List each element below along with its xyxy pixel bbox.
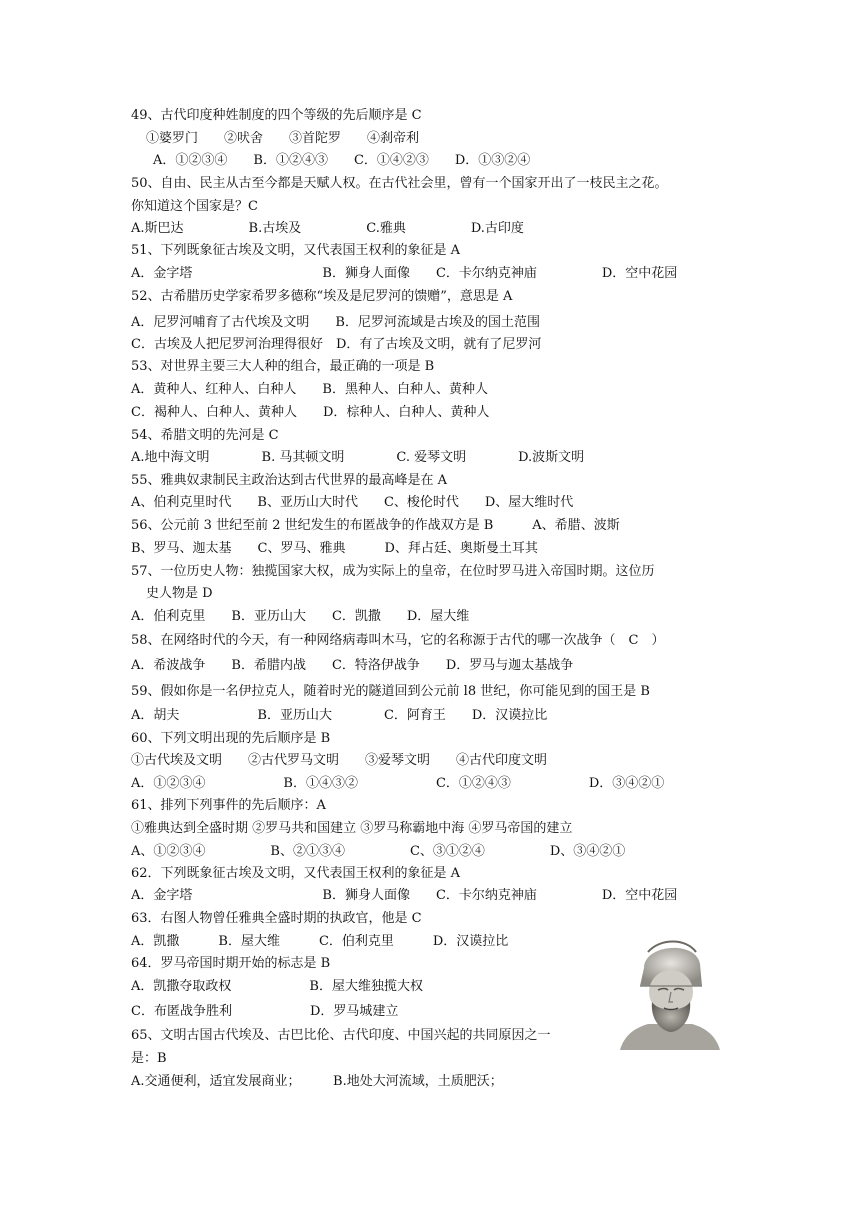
question-50-cont: 你知道这个国家是？C [131, 199, 258, 214]
question-64-options-cd: C．布匿战争胜利 D．罗马城建立 [131, 1004, 399, 1019]
bust-illustration [614, 932, 726, 1050]
question-53-options-ab: A．黄种人、红种人、白种人 B．黑种人、白种人、黄种人 [131, 382, 488, 397]
question-60: 60、下列文明出现的先后顺序是 B [131, 731, 331, 746]
question-65: 65、文明古国古代埃及、古巴比伦、古代印度、中国兴起的共同原因之一 [131, 1028, 551, 1043]
question-61-options: A、①②③④ B、②①③④ C、③①②④ D、③④②① [131, 844, 626, 859]
question-59-options: A．胡夫 B．亚历山大 C．阿育王 D．汉谟拉比 [131, 708, 548, 723]
question-51: 51、下列既象征古埃及文明，又代表国王权利的象征是 A [131, 243, 461, 258]
question-55-options: A、伯利克里时代 B、亚历山大时代 C、梭伦时代 D、屋大维时代 [131, 495, 574, 510]
question-49-options: A．①②③④ B．①②④③ C．①④②③ D．①③②④ [153, 153, 531, 168]
question-64-options-ab: A．凯撒夺取政权 B．屋大维独揽大权 [131, 979, 423, 994]
question-60-items: ①古代埃及文明 ②古代罗马文明 ③爱琴文明 ④古代印度文明 [131, 753, 548, 768]
question-65-options: A.交通便利，适宜发展商业； B.地处大河流域，土质肥沃； [131, 1074, 503, 1089]
question-50-options: A.斯巴达 B.古埃及 C.雅典 D.古印度 [131, 221, 524, 236]
question-57: 57、一位历史人物：独揽国家大权，成为实际上的皇帝，在位时罗马进入帝国时期。这位历 [131, 564, 655, 579]
question-49-items: ①婆罗门 ②吠舍 ③首陀罗 ④刹帝利 [146, 131, 420, 146]
question-65-cont: 是：B [131, 1051, 167, 1066]
question-56-options: B、罗马、迦太基 C、罗马、雅典 D、拜占廷、奥斯曼土耳其 [131, 541, 538, 556]
question-52-options-ab: A．尼罗河哺育了古代埃及文明 B．尼罗河流域是古埃及的国土范围 [131, 315, 540, 330]
question-58-options: A．希波战争 B．希腊内战 C．特洛伊战争 D．罗马与迦太基战争 [131, 658, 574, 673]
question-50: 50、自由、民主从古至今都是天赋人权。在古代社会里，曾有一个国家开出了一枝民主之花。 [131, 176, 668, 191]
question-60-options: A．①②③④ B．①④③② C．①②④③ D．③④②① [131, 776, 665, 791]
question-54-options: A.地中海文明 B. 马其顿文明 C. 爱琴文明 D.波斯文明 [131, 450, 585, 465]
question-64: 64．罗马帝国时期开始的标志是 B [131, 956, 331, 971]
question-62: 62．下列既象征古埃及文明，又代表国王权利的象征是 A [131, 866, 461, 881]
question-59: 59、假如你是一名伊拉克人，随着时光的隧道回到公元前 l8 世纪，你可能见到的国王是 B [131, 684, 650, 699]
question-62-options: A．金字塔 B．狮身人面像 C．卡尔纳克神庙 D．空中花园 [131, 888, 678, 903]
question-57-options: A．伯利克里 B．亚历山大 C．凯撒 D．屋大维 [131, 609, 470, 624]
question-52-options-cd: C．古埃及人把尼罗河治理得很好 D．有了古埃及文明，就有了尼罗河 [131, 337, 542, 352]
pericles-bust-image [614, 932, 726, 1050]
question-55: 55、雅典奴隶制民主政治达到古代世界的最高峰是在 A [131, 473, 448, 488]
question-54: 54、希腊文明的先河是 C [131, 428, 279, 443]
question-52: 52、古希腊历史学家希罗多德称“埃及是尼罗河的馈赠”，意思是 A [131, 289, 513, 304]
question-63-options: A．凯撒 B．屋大维 C．伯利克里 D．汉谟拉比 [131, 934, 509, 949]
question-56: 56、公元前 3 世纪至前 2 世纪发生的布匿战争的作战双方是 B A、希腊、波斯 [131, 518, 620, 533]
question-63: 63．右图人物曾任雅典全盛时期的执政官，他是 C [131, 911, 422, 926]
question-57-cont: 史人物是 D [146, 586, 213, 601]
question-61: 61、排列下列事件的先后顺序：A [131, 798, 326, 813]
question-61-items: ①雅典达到全盛时期 ②罗马共和国建立 ③罗马称霸地中海 ④罗马帝国的建立 [131, 821, 573, 836]
question-49: 49、古代印度种姓制度的四个等级的先后顺序是 C [131, 108, 422, 123]
question-53-options-cd: C．褐种人、白种人、黄种人 D．棕种人、白种人、黄种人 [131, 405, 490, 420]
question-53: 53、对世界主要三大人种的组合，最正确的一项是 B [131, 359, 435, 374]
question-58: 58、在网络时代的今天，有一种网络病毒叫木马，它的名称源于古代的哪一次战争（ C ） [131, 633, 665, 648]
question-51-options: A．金字塔 B．狮身人面像 C．卡尔纳克神庙 D．空中花园 [131, 266, 678, 281]
